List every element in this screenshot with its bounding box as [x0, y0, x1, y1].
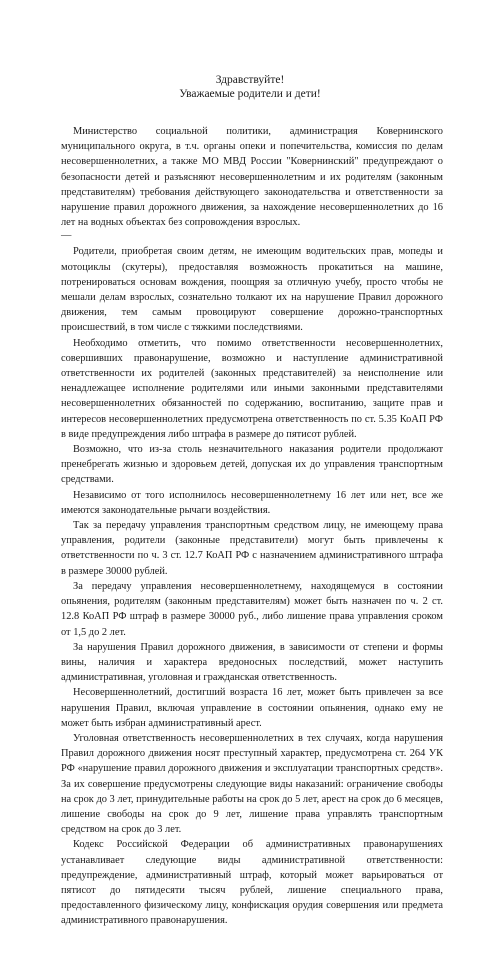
paragraph: Так за передачу управления транспортным средством лицу, не имеющему права управления, родители (законные представители) могут быть привлечены к ответственности по ч. 3 ст. 12.7 КоАП РФ с назначением административного штрафа в размере 30000 рублей. — [61, 520, 443, 577]
document-body — [61, 124, 443, 929]
separator-dash: — — [61, 230, 72, 242]
subgreeting-heading: Уважаемые родители и дети! — [179, 88, 321, 100]
paragraph: Возможно, что из-за столь незначительного наказания родители продолжают пренебрегать жизнью и здоровьем детей, допуская их до управления транспортным средствами. — [61, 444, 443, 486]
paragraph: Родители, приобретая своим детям, не имеющим водительских прав, мопеды и мотоциклы (скутеры), предоставляя возможность прокатиться на машине, потренироваться основам вождения, поощряя за отличную учебу, просто чтобы не мешали делам взрослых, сознательно толкают их на нарушение Правил дорожного движения, тем самым провоцируют совершение дорожно-транспортных происшествий, в том числе с тяжкими последствиями. — [61, 246, 443, 334]
paragraph: Необходимо отметить, что помимо ответственности несовершеннолетних, совершивших правонарушение, возможно и наступление административной ответственности их родителей (законных представителей) за неисполнение или ненадлежащее исполнение родителями или иными законными представителями несовершеннолетних обязанностей по содержанию, воспитанию, защите прав и интересов несовершеннолетних предусмотрена ответственность по ст. 5.35 КоАП РФ в виде предупреждения либо штрафа в размере до пятисот рублей. — [61, 337, 443, 440]
paragraph: Несовершеннолетний, достигший возраста 16 лет, может быть привлечен за все нарушения Правил, включая управление в состоянии опьянения, однако ему не может быть избран административный арест. — [61, 687, 443, 729]
paragraph: Кодекс Российской Федерации об административных правонарушениях устанавливает следующие виды административной ответственности: предупреждение, административный штраф, который может варьироваться от пятисот до пятидесяти тысяч рублей, лишение специального права, предоставленного физическому лицу, конфискация орудия совершения или предмета административного правонарушения. — [61, 839, 443, 927]
greeting-heading: Здравствуйте! — [215, 74, 285, 86]
paragraph: Независимо от того исполнилось несовершеннолетнему 16 лет или нет, все же имеются законодательные рычаги воздействия. — [61, 489, 443, 516]
paragraph: За передачу управления несовершеннолетнему, находящемуся в состоянии опьянения, родителям (законным представителям) может быть назначен по ч. 2 ст. 12.8 КоАП РФ штраф в размере 30000 руб., либо лишение права управления сроком от 1,5 до 2 лет. — [61, 580, 443, 638]
paragraph: Уголовная ответственность несовершеннолетних в тех случаях, когда нарушения Правил дорожного движения носят преступный характер, предусмотрена ст. 264 УК РФ «нарушение правил дорожного движения и эксплуатации транспортных средств». За их совершение предусмотрены следующие виды наказаний: ограничение свободы на срок до 3 лет, принудительные работы на срок до 5 лет, арест на срок до 6 месяцев, лишение свободы на срок до 9 лет, лишение права управлять транспортным средством на срок до 3 лет. — [61, 732, 443, 836]
paragraph: За нарушения Правил дорожного движения, в зависимости от степени и формы вины, наличия и характера вредоносных последствий, может наступить административная, уголовная и гражданская ответственность. — [61, 641, 443, 684]
intro-paragraph: Министерство социальной политики, администрация Ковернинского муниципального округа, в т.ч. органы опеки и попечительства, комиссия по делам несовершеннолетних, а также МО МВД России "Ковернинский" предупреждают о безопасности детей и разъясняют несовершеннолетним и их родителям (законным представителям) требования действующего законодательства и ответственности за нарушение правил дорожного движения, за нахождение несовершеннолетних до 16 лет на водных объектах без сопровождения взрослых. — [61, 126, 443, 229]
